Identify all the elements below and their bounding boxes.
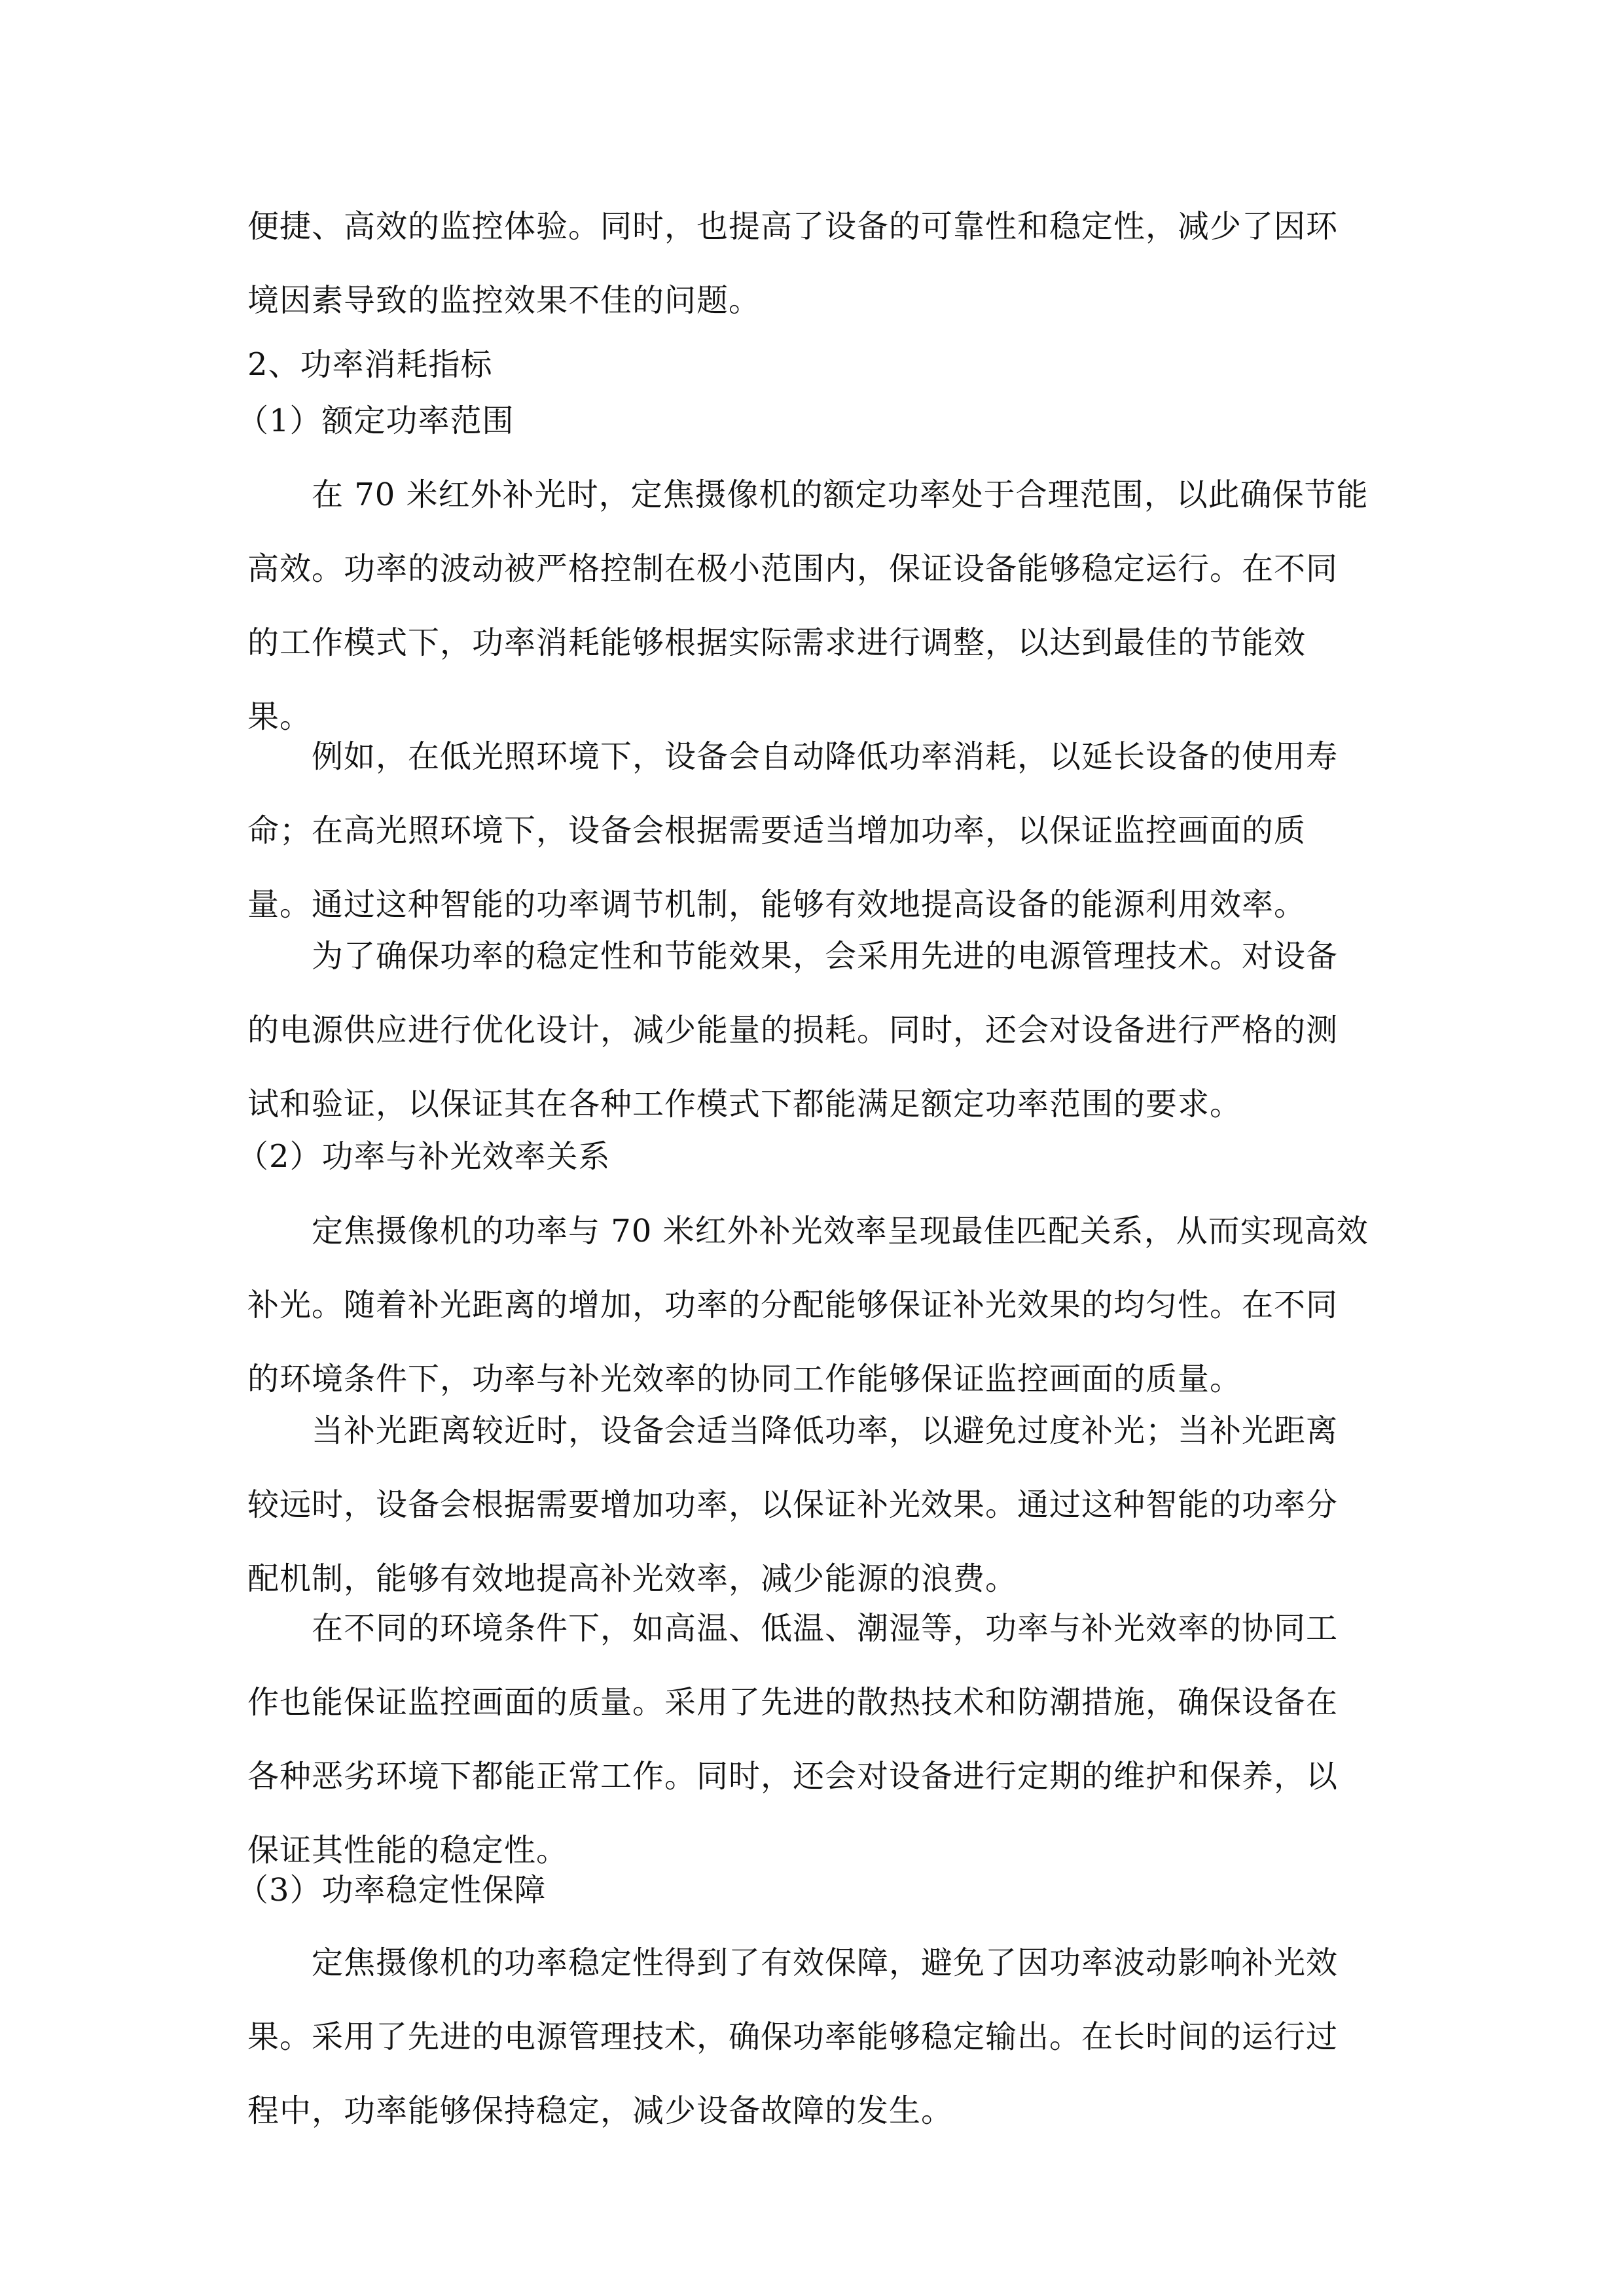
paragraph-line: 在不同的环境条件下，如高温、低温、潮湿等，功率与补光效率的协同工 [312,1610,1339,1647]
subsection-title: （1）额定功率范围 [237,403,514,439]
paragraph [247,1194,1380,1416]
subsection-title: （2）功率与补光效率关系 [237,1138,611,1175]
paragraph-line: 便捷、高效的监控体验。同时，也提高了设备的可靠性和稳定性，减少了因环 [247,208,1339,245]
paragraph-line: 的环境条件下，功率与补光效率的协同工作能够保证监控画面的质量。 [247,1361,1242,1397]
paragraph-line: 定焦摄像机的功率与 70 米红外补光效率呈现最佳匹配关系，从而实现高效 [312,1213,1369,1249]
paragraph-line: 当补光距离较近时，设备会适当降低功率，以避免过度补光；当补光距离 [312,1412,1339,1449]
paragraph [247,458,1380,754]
paragraph-line: 的工作模式下，功率消耗能够根据实际需求进行调整，以达到最佳的节能效 [247,624,1307,661]
paragraph-line: 补光。随着补光距离的增加，功率的分配能够保证补光效果的均匀性。在不同 [247,1287,1339,1323]
paragraph-line: 境因素导致的监控效果不佳的问题。 [247,282,761,319]
subsection-title: （3）功率稳定性保障 [237,1872,547,1909]
paragraph-line: 量。通过这种智能的功率调节机制，能够有效地提高设备的能源利用效率。 [247,886,1307,923]
paragraph-line: 例如，在低光照环境下，设备会自动降低功率消耗，以延长设备的使用寿 [312,738,1339,775]
paragraph-line: 程中，功率能够保持稳定，减少设备故障的发生。 [247,2092,954,2129]
paragraph-line: 试和验证，以保证其在各种工作模式下都能满足额定功率范围的要求。 [247,1086,1242,1122]
paragraph-line: 的电源供应进行优化设计，减少能量的损耗。同时，还会对设备进行严格的测 [247,1012,1339,1049]
paragraph [247,1394,1380,1616]
paragraph [247,720,1380,942]
paragraph [247,920,1380,1141]
paragraph-line: 作也能保证监控画面的质量。采用了先进的散热技术和防潮措施，确保设备在 [247,1684,1339,1721]
paragraph-line: 命；在高光照环境下，设备会根据需要适当增加功率，以保证监控画面的质 [247,812,1307,849]
paragraph-line: 高效。功率的波动被严格控制在极小范围内，保证设备能够稳定运行。在不同 [247,550,1339,587]
paragraph-line: 为了确保功率的稳定性和节能效果，会采用先进的电源管理技术。对设备 [312,938,1339,975]
paragraph [247,1926,1380,2148]
section-title: 2、功率消耗指标 [247,346,493,383]
paragraph-line: 配机制，能够有效地提高补光效率，减少能源的浪费。 [247,1560,1018,1597]
paragraph [247,1592,1380,1888]
paragraph-line: 较远时，设备会根据需要增加功率，以保证补光效果。通过这种智能的功率分 [247,1486,1339,1523]
paragraph-line: 在 70 米红外补光时，定焦摄像机的额定功率处于合理范围，以此确保节能 [312,476,1369,513]
paragraph-line: 果。 [247,698,312,735]
paragraph-line: 保证其性能的稳定性。 [247,1832,569,1869]
intro-paragraph [247,190,1380,338]
paragraph-line: 果。采用了先进的电源管理技术，确保功率能够稳定输出。在长时间的运行过 [247,2018,1339,2055]
paragraph-line: 各种恶劣环境下都能正常工作。同时，还会对设备进行定期的维护和保养，以 [247,1758,1339,1795]
paragraph-line: 定焦摄像机的功率稳定性得到了有效保障，避免了因功率波动影响补光效 [312,1945,1339,1981]
